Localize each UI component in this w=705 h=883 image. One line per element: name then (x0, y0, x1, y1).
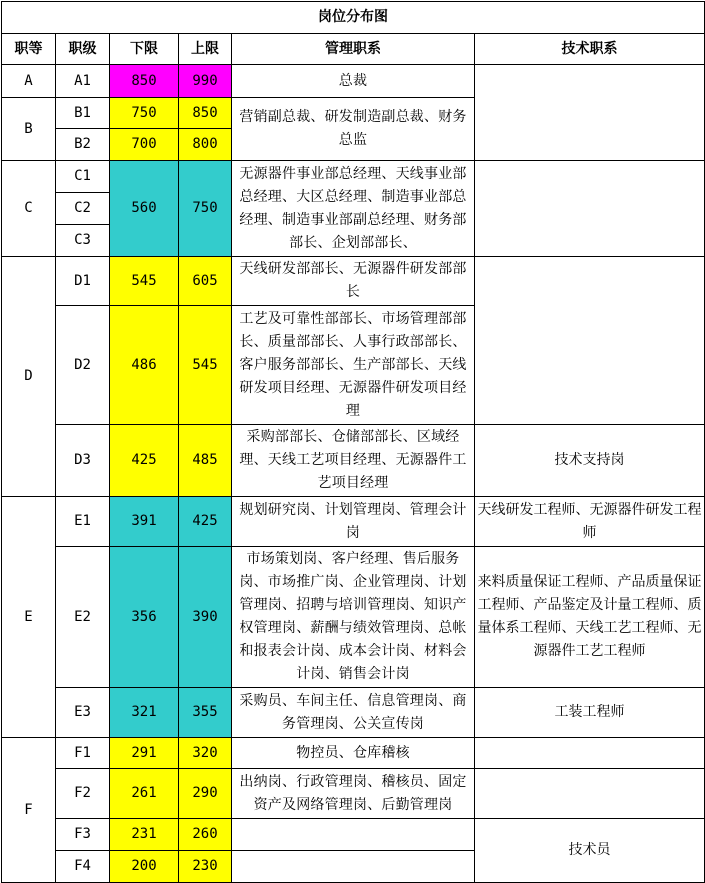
upper-cell-b1: 850 (179, 98, 232, 129)
lower-cell-d3: 425 (110, 425, 179, 497)
management-cell-c: 无源器件事业部总经理、天线事业部总经理、大区总经理、制造事业部总经理、制造事业部副总经理、财务部部长、企划部部长、 (232, 161, 475, 257)
management-cell-d2: 工艺及可靠性部部长、市场管理部部长、质量部部长、人事行政部部长、客户服务部部长、生产部部长、天线研发项目经理、无源器件研发项目经理 (232, 306, 475, 425)
management-cell-f2: 出纳岗、行政管理岗、稽核员、固定资产及网络管理岗、后勤管理岗 (232, 769, 475, 819)
lower-cell-b2: 700 (110, 129, 179, 161)
lower-cell-f1: 291 (110, 738, 179, 769)
technical-cell-c (475, 161, 705, 257)
technical-cell-f1 (475, 738, 705, 769)
upper-cell-d1: 605 (179, 257, 232, 306)
management-cell-b: 营销副总裁、研发制造副总裁、财务总监 (232, 98, 475, 161)
technical-cell-e2: 来料质量保证工程师、产品质量保证工程师、产品鉴定及计量工程师、质量体系工程师、天线工艺工程师、无源器件工艺工程师 (475, 547, 705, 688)
level-cell-f3: F3 (56, 819, 110, 851)
grade-cell-e: E (2, 497, 56, 738)
grade-cell-c: C (2, 161, 56, 257)
upper-cell-f1: 320 (179, 738, 232, 769)
level-cell-b1: B1 (56, 98, 110, 129)
grade-cell-a: A (2, 65, 56, 98)
upper-cell-a1: 990 (179, 65, 232, 98)
technical-cell-d12 (475, 257, 705, 425)
level-cell-f2: F2 (56, 769, 110, 819)
upper-cell-e2: 390 (179, 547, 232, 688)
upper-cell-d3: 485 (179, 425, 232, 497)
level-cell-b2: B2 (56, 129, 110, 161)
lower-cell-f3: 231 (110, 819, 179, 851)
management-cell-d1: 天线研发部部长、无源器件研发部部长 (232, 257, 475, 306)
level-cell-e3: E3 (56, 688, 110, 738)
grade-cell-f: F (2, 738, 56, 883)
management-cell-e1: 规划研究岗、计划管理岗、管理会计岗 (232, 497, 475, 547)
level-cell-c1: C1 (56, 161, 110, 193)
technical-cell-e1: 天线研发工程师、无源器件研发工程师 (475, 497, 705, 547)
level-cell-a1: A1 (56, 65, 110, 98)
header-upper: 上限 (179, 34, 232, 65)
upper-cell-f4: 230 (179, 851, 232, 883)
technical-cell-f34: 技术员 (475, 819, 705, 883)
level-cell-d3: D3 (56, 425, 110, 497)
lower-cell-c: 560 (110, 161, 179, 257)
management-cell-f3 (232, 819, 475, 851)
position-distribution-table (1, 1, 705, 883)
management-cell-d3: 采购部部长、仓储部部长、区域经理、天线工艺项目经理、无源器件工艺项目经理 (232, 425, 475, 497)
grade-cell-b: B (2, 98, 56, 161)
technical-cell-d3: 技术支持岗 (475, 425, 705, 497)
upper-cell-f3: 260 (179, 819, 232, 851)
level-cell-c2: C2 (56, 193, 110, 225)
lower-cell-e1: 391 (110, 497, 179, 547)
header-grade: 职等 (2, 34, 56, 65)
lower-cell-a1: 850 (110, 65, 179, 98)
level-cell-e2: E2 (56, 547, 110, 688)
header-technical: 技术职系 (475, 34, 705, 65)
lower-cell-f4: 200 (110, 851, 179, 883)
technical-cell-f2 (475, 769, 705, 819)
upper-cell-e3: 355 (179, 688, 232, 738)
level-cell-e1: E1 (56, 497, 110, 547)
level-cell-f1: F1 (56, 738, 110, 769)
upper-cell-f2: 290 (179, 769, 232, 819)
level-cell-c3: C3 (56, 225, 110, 257)
management-cell-f4 (232, 851, 475, 883)
level-cell-f4: F4 (56, 851, 110, 883)
management-cell-f1: 物控员、仓库稽核 (232, 738, 475, 769)
lower-cell-f2: 261 (110, 769, 179, 819)
level-cell-d1: D1 (56, 257, 110, 306)
management-cell-e3: 采购员、车间主任、信息管理岗、商务管理岗、公关宣传岗 (232, 688, 475, 738)
lower-cell-e3: 321 (110, 688, 179, 738)
management-cell-e2: 市场策划岗、客户经理、售后服务岗、市场推广岗、企业管理岗、计划管理岗、招聘与培训管理岗、知识产权管理岗、薪酬与绩效管理岗、总帐和报表会计岗、成本会计岗、材料会计岗、销售会计岗 (232, 547, 475, 688)
lower-cell-b1: 750 (110, 98, 179, 129)
management-cell-a1: 总裁 (232, 65, 475, 98)
lower-cell-d1: 545 (110, 257, 179, 306)
technical-cell-ab (475, 65, 705, 161)
level-cell-d2: D2 (56, 306, 110, 425)
grade-cell-d: D (2, 257, 56, 497)
technical-cell-e3: 工装工程师 (475, 688, 705, 738)
header-lower: 下限 (110, 34, 179, 65)
header-management: 管理职系 (232, 34, 475, 65)
lower-cell-d2: 486 (110, 306, 179, 425)
table-title: 岗位分布图 (2, 2, 705, 34)
upper-cell-b2: 800 (179, 129, 232, 161)
lower-cell-e2: 356 (110, 547, 179, 688)
header-level: 职级 (56, 34, 110, 65)
upper-cell-d2: 545 (179, 306, 232, 425)
upper-cell-e1: 425 (179, 497, 232, 547)
upper-cell-c: 750 (179, 161, 232, 257)
